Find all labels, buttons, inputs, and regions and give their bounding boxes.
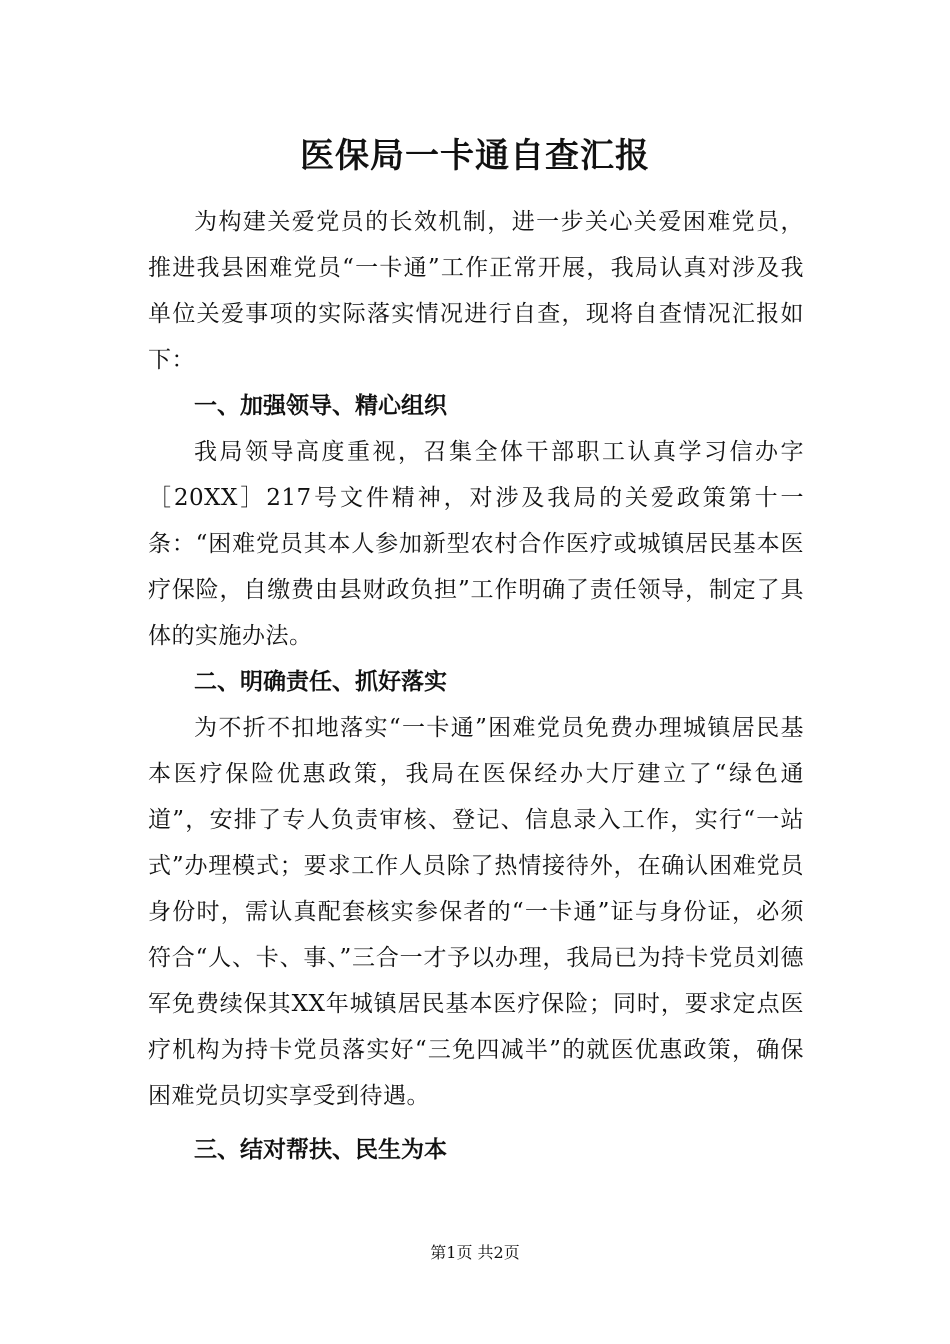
section-body-2: 为不折不扣地落实“一卡通”困难党员免费办理城镇居民基本医疗保险优惠政策，我局在医保经办大厅建立了“绿色通道”，安排了专人负责审核、登记、信息录入工作，实行“一站式”办理模式；要求工作人员除了热情接待外，在确认困难党员身份时，需认真配套核实参保者的“一卡通”证与身份证，必须符合“人、卡、事、”三合一才予以办理，我局已为持卡党员刘德军免费续保其XX年城镇居民基本医疗保险；同时，要求定点医疗机构为持卡党员落实好“三免四减半”的就医优惠政策，确保困难党员切实享受到待遇。 [148,715,804,1109]
section-body-1: 我局领导高度重视，召集全体干部职工认真学习信办字［20XX］217号文件精神，对涉及我局的关爱政策第十一条：“困难党员其本人参加新型农村合作医疗或城镇居民基本医疗保险，自缴费由县财政负担”工作明确了责任领导，制定了具体的实施办法。 [148,439,804,649]
section-heading-2: 二、明确责任、抓好落实 [194,669,447,695]
document-body [148,199,804,1173]
section-heading-1: 一、加强领导、精心组织 [194,393,447,419]
document-title: 医保局一卡通自查汇报 [300,136,650,176]
intro-paragraph: 为构建关爱党员的长效机制，进一步关心关爱困难党员，推进我县困难党员“一卡通”工作正常开展，我局认真对涉及我单位关爱事项的实际落实情况进行自查，现将自查情况汇报如下： [148,209,804,373]
section-heading-3: 三、结对帮扶、民生为本 [194,1137,447,1163]
page-footer: 第1页 共2页 [430,1243,520,1262]
